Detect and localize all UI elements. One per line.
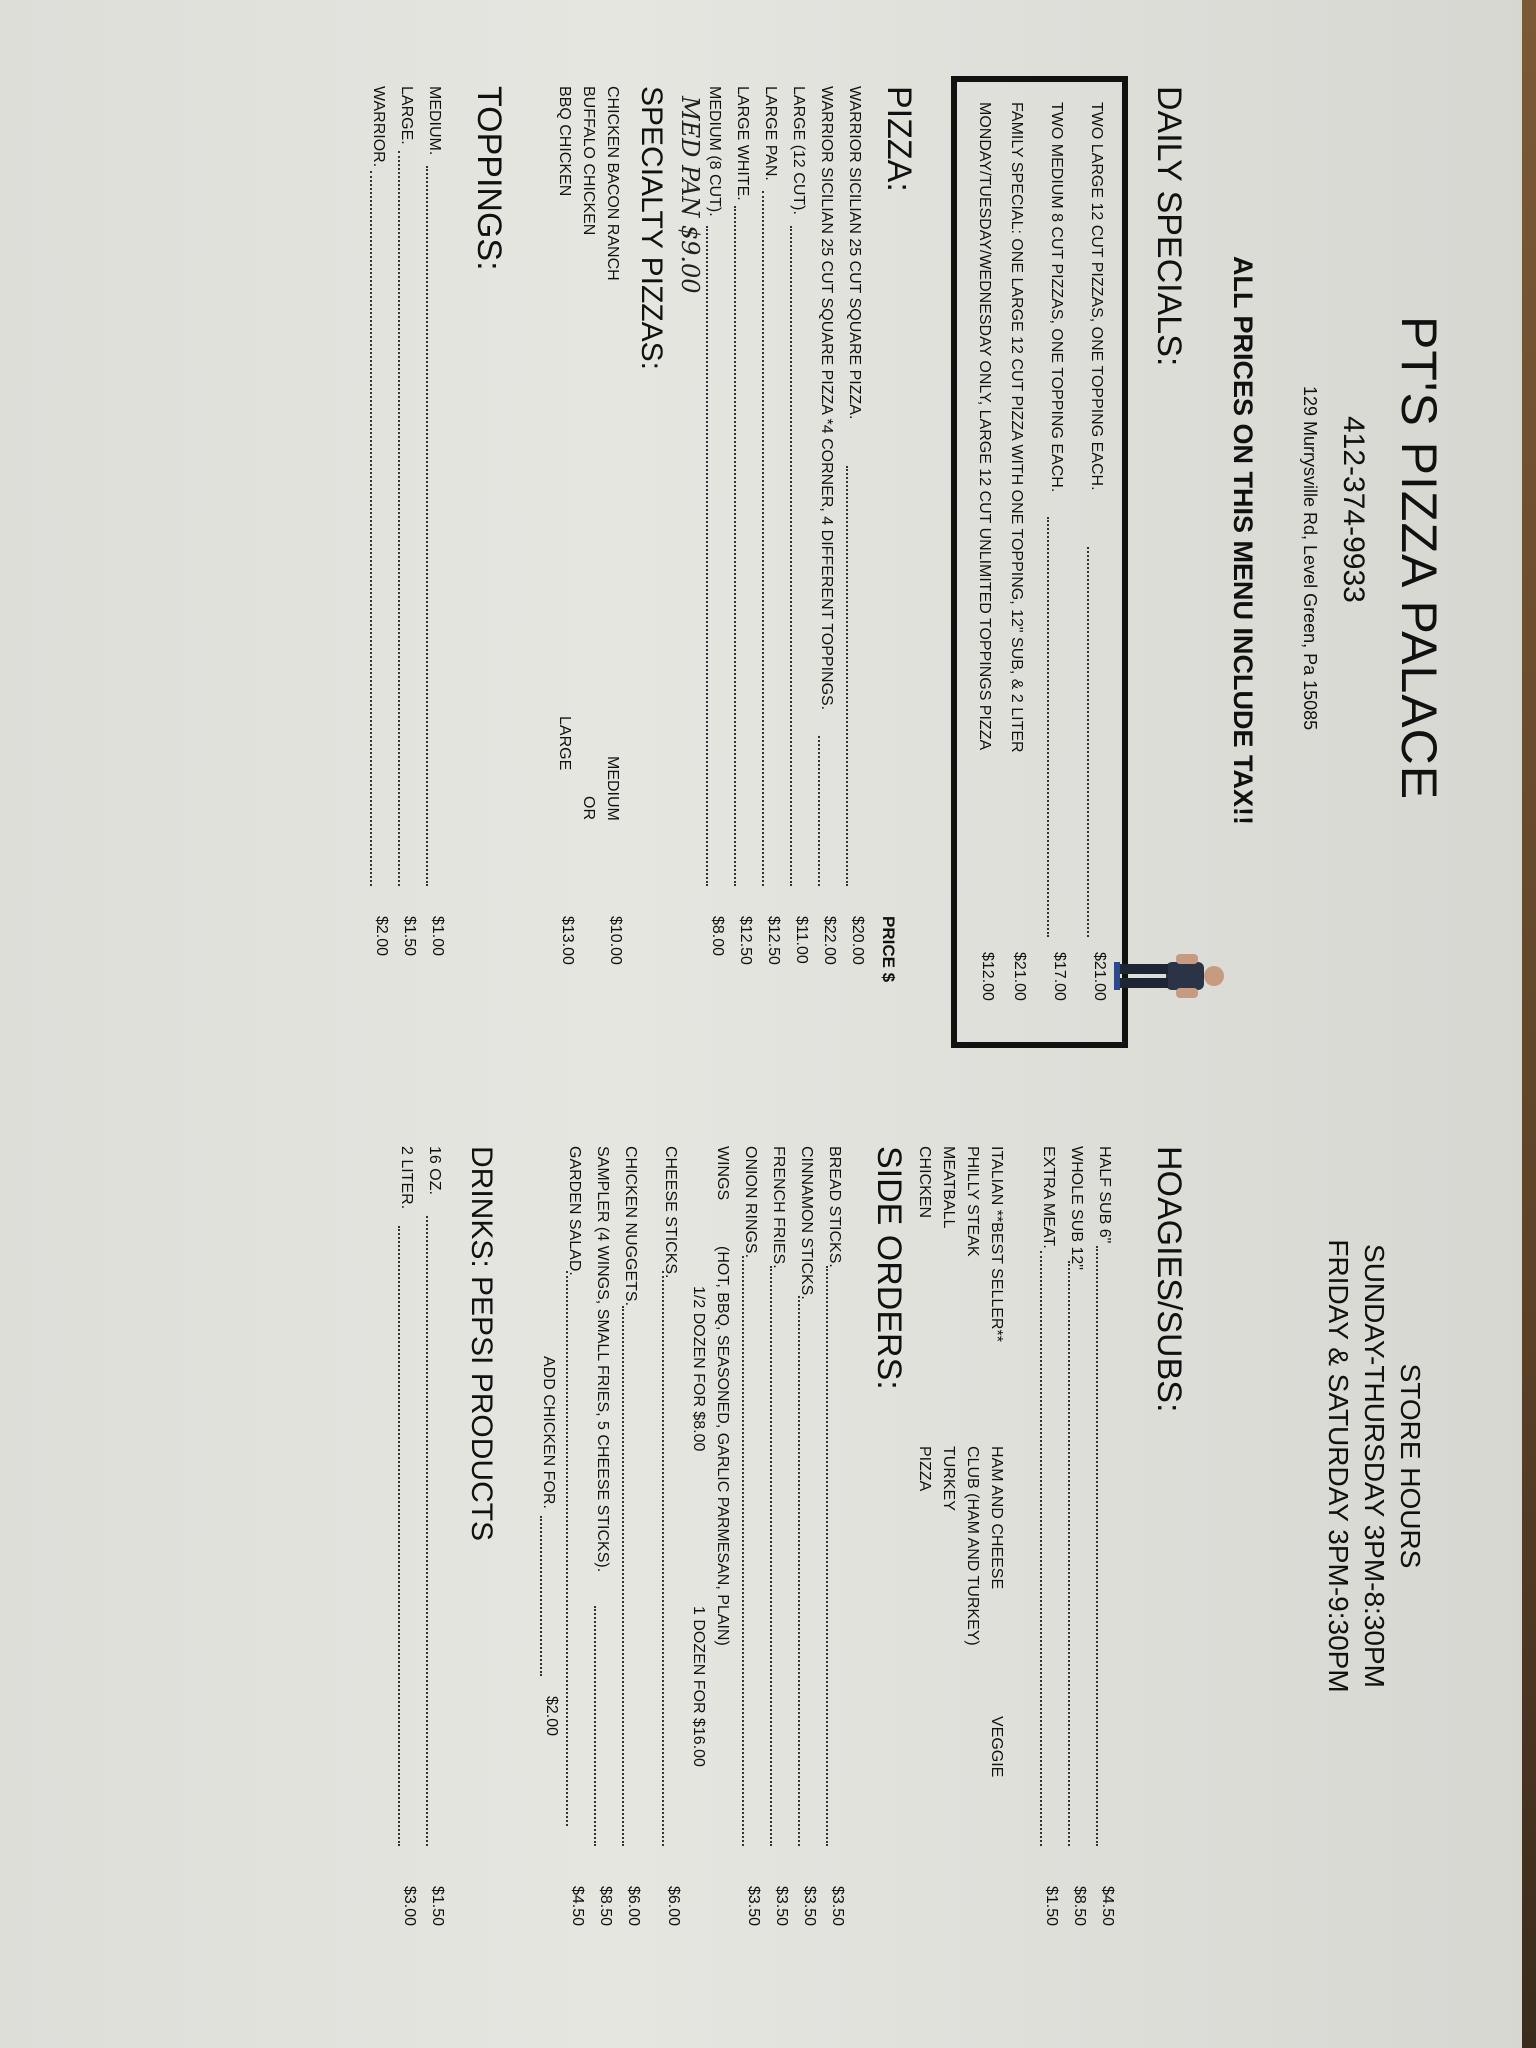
hoagie-varieties-col1 xyxy=(912,1146,1008,1342)
specialty-pizza-item: BUFFALO CHICKEN xyxy=(580,86,597,236)
store-hours-line: FRIDAY & SATURDAY 3PM-9:30PM xyxy=(1323,1239,1354,1693)
side-item: ONION RINGS. xyxy=(742,1146,759,1259)
add-chicken-price: $2.00 xyxy=(543,1696,560,1737)
side-price: $3.50 xyxy=(829,1886,846,1927)
topping-item: MEDIUM. xyxy=(426,86,443,156)
side-item: GARDEN SALAD. xyxy=(566,1146,583,1276)
side-price: $6.00 xyxy=(665,1886,682,1927)
hoagies-heading: HOAGIES/SUBS: xyxy=(1150,1146,1188,1413)
menu-sheet xyxy=(38,16,1488,2016)
pizza-item: MEDIUM (8 CUT). xyxy=(706,86,723,217)
table-surface xyxy=(1522,0,1536,2048)
side-price: $3.50 xyxy=(801,1886,818,1927)
price-header: PRICE $ xyxy=(879,916,898,983)
dot-leader xyxy=(846,466,848,886)
pizza-item: WARRIOR SICILIAN 25 CUT SQUARE PIZZA. xyxy=(846,86,863,420)
drink-price: $1.50 xyxy=(429,1886,446,1927)
hoagie-variety: ITALIAN **BEST SELLER** xyxy=(988,1146,1005,1342)
restaurant-phone: 412-374-9933 xyxy=(1337,416,1370,603)
dot-leader xyxy=(734,206,736,886)
side-price: $3.50 xyxy=(773,1886,790,1927)
pizza-price: $12.50 xyxy=(737,916,754,965)
hoagie-variety: CHICKEN xyxy=(916,1146,933,1219)
topping-item: LARGE. xyxy=(398,86,415,145)
special-item: TWO MEDIUM 8 CUT PIZZAS, ONE TOPPING EACH. xyxy=(1048,102,1065,493)
topping-item: WARRIOR. xyxy=(370,86,387,168)
specialty-pizza-item: BBQ CHICKEN xyxy=(556,86,573,197)
store-hours-heading: STORE HOURS xyxy=(1395,1363,1426,1569)
toppings-heading: TOPPINGS: xyxy=(470,86,508,271)
special-price: $21.00 xyxy=(1091,952,1108,1001)
restaurant-address: 129 Murrysville Rd, Level Green, Pa 15085 xyxy=(1300,386,1320,731)
side-item: CHEESE STICKS. xyxy=(662,1146,679,1279)
add-chicken-label: ADD CHICKEN FOR. xyxy=(540,1356,557,1509)
topping-price: $1.00 xyxy=(429,916,446,957)
hoagie-price: $1.50 xyxy=(1043,1886,1060,1927)
hoagie-varieties-col2 xyxy=(912,1446,1008,1646)
daily-specials-box xyxy=(951,76,1128,1048)
hoagie-variety: VEGGIE xyxy=(988,1716,1005,1778)
special-price: $12.00 xyxy=(979,952,996,1001)
special-item: TWO LARGE 12 CUT PIZZAS, ONE TOPPING EACH. xyxy=(1088,102,1105,491)
store-hours xyxy=(1320,1206,1428,1726)
pizza-item: WARRIOR SICILIAN 25 CUT SQUARE PIZZA *4 CORNER, 4 DIFFERENT TOPPINGS. xyxy=(818,86,835,711)
drink-item: 16 OZ. xyxy=(426,1146,443,1195)
tax-note: ALL PRICES ON THIS MENU INCLUDE TAX!! xyxy=(1228,256,1258,826)
hoagie-variety: PIZZA xyxy=(916,1446,933,1492)
pizza-item: LARGE PAN. xyxy=(762,86,779,181)
dot-leader xyxy=(1040,1251,1042,1846)
dot-leader xyxy=(398,1226,400,1846)
dot-leader xyxy=(594,1606,596,1846)
dot-leader xyxy=(826,1266,828,1846)
pizza-price: $12.50 xyxy=(765,916,782,965)
special-price: $17.00 xyxy=(1051,952,1068,1001)
specialty-large-price: $13.00 xyxy=(559,916,576,965)
hoagie-variety: MEATBALL xyxy=(940,1146,957,1229)
topping-price: $1.50 xyxy=(401,916,418,957)
dot-leader xyxy=(1087,547,1089,937)
hoagie-item: WHOLE SUB 12" xyxy=(1068,1146,1085,1270)
chef-figure-image xyxy=(1108,936,1228,1016)
hoagie-variety: PHILLY STEAK xyxy=(964,1146,981,1257)
side-price: $6.00 xyxy=(625,1886,642,1927)
side-orders-heading: SIDE ORDERS: xyxy=(870,1146,908,1390)
dot-leader xyxy=(706,226,708,886)
hoagie-item: EXTRA MEAT. xyxy=(1040,1146,1057,1249)
side-price: $8.50 xyxy=(597,1886,614,1927)
side-item: CHICKEN NUGGETS. xyxy=(622,1146,639,1307)
handwritten-note: MED PAN $9.00 xyxy=(676,96,704,294)
size-medium-label: MEDIUM xyxy=(604,756,621,821)
hoagie-price: $4.50 xyxy=(1099,1886,1116,1927)
side-price: $4.50 xyxy=(569,1886,586,1927)
daily-specials-heading: DAILY SPECIALS: xyxy=(1150,86,1188,367)
dot-leader xyxy=(762,191,764,886)
side-item: BREAD STICKS. xyxy=(826,1146,843,1268)
dot-leader xyxy=(662,1271,664,1846)
wings-half-dozen: 1/2 DOZEN FOR $8.00 xyxy=(690,1286,707,1452)
side-item: CINNAMON STICKS. xyxy=(798,1146,815,1300)
hoagie-varieties-col3 xyxy=(984,1716,1008,1777)
hoagie-item: HALF SUB 6" xyxy=(1096,1146,1113,1244)
drink-item: 2 LITER. xyxy=(398,1146,415,1210)
dot-leader xyxy=(790,226,792,886)
dot-leader xyxy=(426,1216,428,1846)
topping-price: $2.00 xyxy=(373,916,390,957)
pizza-price: $20.00 xyxy=(849,916,866,965)
size-large-label: LARGE xyxy=(556,716,573,771)
drinks-heading: DRINKS: PEPSI PRODUCTS xyxy=(465,1146,498,1542)
hoagie-variety: HAM AND CHEESE xyxy=(988,1446,1005,1590)
restaurant-name: PT'S PIZZA PALACE xyxy=(1391,316,1447,801)
dot-leader xyxy=(398,151,400,886)
special-price: $21.00 xyxy=(1011,952,1028,1001)
wings-flavors: (HOT, BBQ, SEASONED, GARLIC PARMESAN, PLAIN) xyxy=(714,1246,731,1646)
side-price: $3.50 xyxy=(745,1886,762,1927)
specialty-pizzas-heading: SPECIALTY PIZZAS: xyxy=(635,86,668,370)
dot-leader xyxy=(1068,1261,1070,1846)
dot-leader xyxy=(798,1296,800,1846)
side-item: SAMPLER (4 WINGS, SMALL FRIES, 5 CHEESE STICKS). xyxy=(594,1146,611,1573)
size-or-label: OR xyxy=(580,796,597,820)
dot-leader xyxy=(622,1306,624,1846)
drink-price: $3.00 xyxy=(401,1886,418,1927)
specialty-pizza-item: CHICKEN BACON RANCH xyxy=(604,86,621,281)
dot-leader xyxy=(1047,517,1049,937)
store-hours-line: SUNDAY-THURSDAY 3PM-8:30PM xyxy=(1359,1244,1390,1688)
pizza-item: LARGE WHITE. xyxy=(734,86,751,201)
special-item: FAMILY SPECIAL: ONE LARGE 12 CUT PIZZA WITH ONE TOPPING, 12" SUB, & 2 LITER xyxy=(1008,102,1025,753)
pizza-price: $11.00 xyxy=(793,916,810,964)
special-item: MONDAY/TUESDAY/WEDNESDAY ONLY, LARGE 12 CUT UNLIMITED TOPPINGS PIZZA xyxy=(976,102,993,751)
dot-leader xyxy=(426,166,428,886)
dot-leader xyxy=(742,1256,744,1846)
hoagie-variety: CLUB (HAM AND TURKEY) xyxy=(964,1446,981,1646)
dot-leader xyxy=(1096,1246,1098,1846)
pizza-item: LARGE (12 CUT). xyxy=(790,86,807,215)
pizza-price: $22.00 xyxy=(821,916,838,965)
dot-leader xyxy=(770,1266,772,1846)
dot-leader xyxy=(540,1516,542,1676)
pizza-price: $8.00 xyxy=(709,916,726,957)
specialty-medium-price: $10.00 xyxy=(607,916,624,965)
hoagie-price: $8.50 xyxy=(1071,1886,1088,1927)
wings-dozen: 1 DOZEN FOR $16.00 xyxy=(690,1606,707,1767)
dot-leader xyxy=(370,171,372,886)
pizza-heading: PIZZA: xyxy=(880,86,918,192)
side-item: FRENCH FRIES. xyxy=(770,1146,787,1269)
dot-leader xyxy=(566,1271,568,1826)
wings-label: WINGS xyxy=(714,1146,731,1201)
dot-leader xyxy=(818,736,820,886)
hoagie-variety: TURKEY xyxy=(940,1446,957,1511)
